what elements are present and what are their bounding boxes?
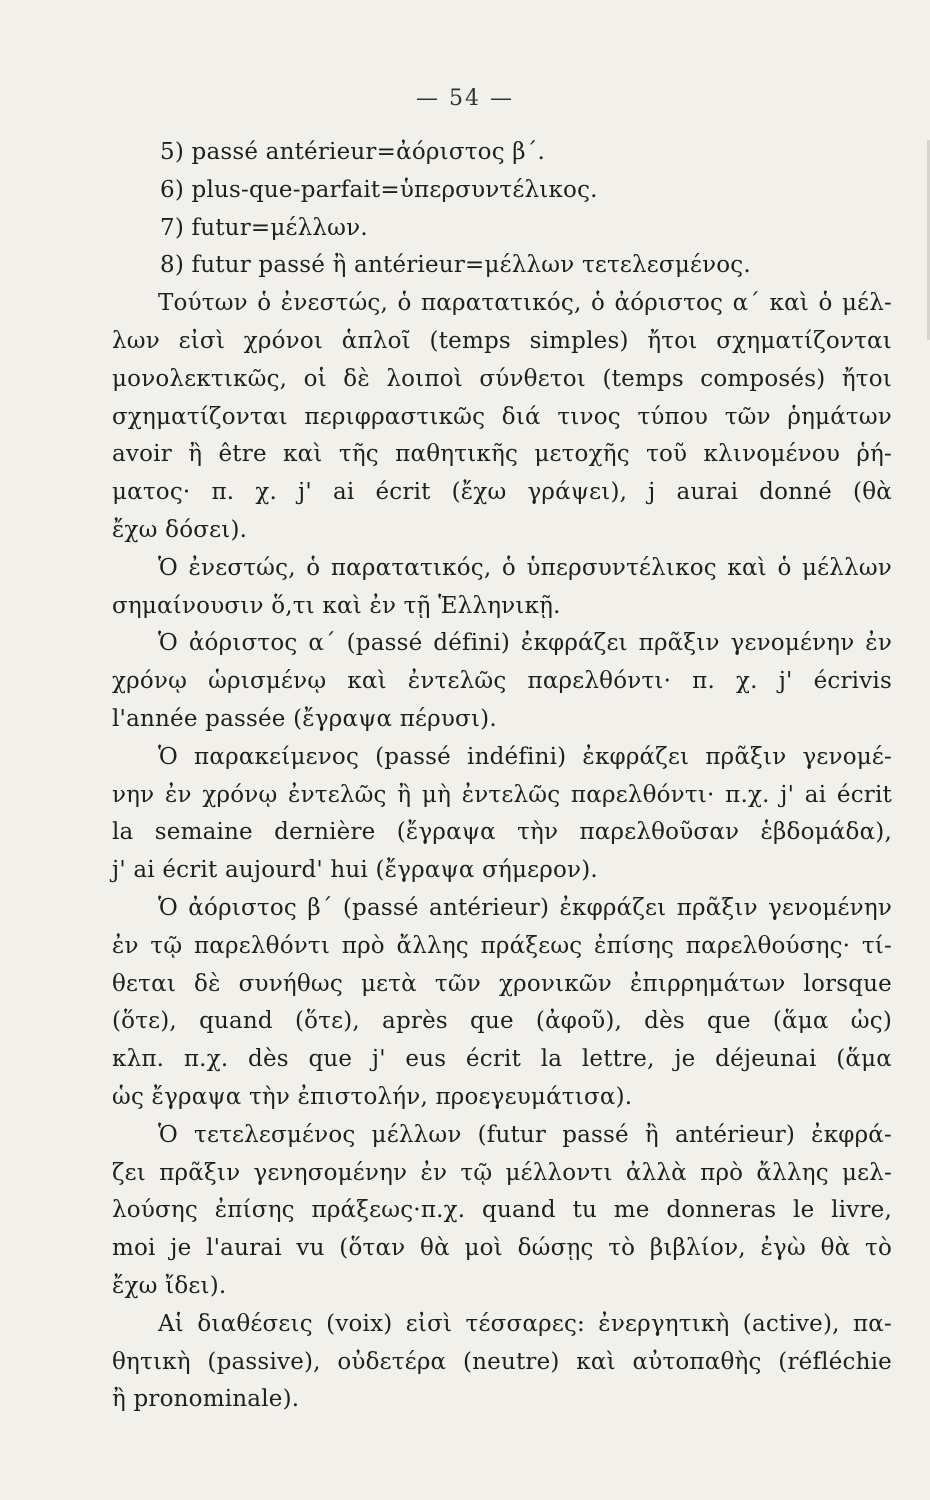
text-line: la semaine dernière (ἔγραψα τὴν παρελθοῦσαν ἑβδομάδα), (112, 819, 892, 846)
text-line: 8) futur passé ἢ antérieur=μέλλων τετελεσμένος. (160, 252, 751, 279)
text-line: κλπ. π.χ. dès que j' eus écrit la lettre, je déjeunai (ἅμα (112, 1046, 892, 1073)
text-line: Τούτων ὁ ἐνεστώς, ὁ παρατατικός, ὁ ἀόριστος α΄ καὶ ὁ μέλ- (158, 290, 892, 317)
text-line: σχηματίζονται περιφραστικῶς διά τινος τύπου τῶν ῥημάτων (112, 403, 892, 430)
text-line: σημαίνουσιν ὅ,τι καὶ ἐν τῇ Ἑλληνικῇ. (112, 592, 561, 619)
text-line: Αἱ διαθέσεις (voix) εἰσὶ τέσσαρες: ἐνεργητικὴ (active), πα- (158, 1310, 892, 1337)
text-line: j' ai écrit aujourd' hui (ἔγραψα σήμερον). (112, 857, 598, 884)
text-line: λων εἰσὶ χρόνοι ἁπλοῖ (temps simples) ἤτοι σχηματίζονται (112, 327, 892, 354)
text-line: λούσης ἐπίσης πράξεως·π.χ. quand tu me donneras le livre, (112, 1197, 892, 1224)
text-line: avoir ἢ être καὶ τῆς παθητικῆς μετοχῆς τοῦ κλινομένου ῥή- (112, 441, 892, 468)
text-line: ὡς ἔγραψα τὴν ἐπιστολήν, προεγευμάτισα). (112, 1083, 633, 1110)
text-line: moi je l'aurai vu (ὅταν θὰ μοὶ δώσῃς τὸ βιβλίον, ἐγὼ θὰ τὸ (112, 1235, 892, 1262)
text-line: Ὁ ἐνεστώς, ὁ παρατατικός, ὁ ὑπερσυντέλικος καὶ ὁ μέλλων (158, 554, 892, 581)
text-line: ἢ pronominale). (112, 1386, 300, 1413)
text-line: ζει πρᾶξιν γενησομένην ἐν τῷ μέλλοντι ἀλλὰ πρὸ ἄλλης μελ- (112, 1159, 892, 1186)
text-line: ἔχω δόσει). (112, 516, 248, 543)
text-line: μονολεκτικῶς, οἱ δὲ λοιποὶ σύνθετοι (temps composés) ἤτοι (112, 365, 892, 392)
page-number: — 54 — (416, 86, 514, 111)
text-line: 5) passé antérieur=ἀόριστος β΄. (160, 139, 545, 165)
text-line: χρόνῳ ὡρισμένῳ καὶ ἐντελῶς παρελθόντι· π. χ. j' écrivis (112, 668, 892, 695)
text-line: ἐν τῷ παρελθόντι πρὸ ἄλλης πράξεως ἐπίσης παρελθούσης· τί- (112, 932, 892, 959)
text-line: (ὅτε), quand (ὅτε), après que (ἀφοῦ), dès que (ἅμα ὡς) (112, 1008, 892, 1035)
text-line: ματος· π. χ. j' ai écrit (ἔχω γράψει), j aurai donné (θὰ (112, 479, 892, 506)
text-line: ἔχω ἴδει). (112, 1272, 227, 1299)
text-line: l'année passée (ἔγραψα πέρυσι). (112, 705, 497, 732)
text-line: 7) futur=μέλλων. (160, 214, 368, 241)
text-line: 6) plus-que-parfait=ὑπερσυντέλικος. (160, 176, 598, 203)
text-line: Ὁ τετελεσμένος μέλλων (futur passé ἢ antérieur) ἐκφρά- (158, 1121, 892, 1148)
text-line: νην ἐν χρόνῳ ἐντελῶς ἢ μὴ ἐντελῶς παρελθόντι· π.χ. j' ai écrit (112, 781, 892, 808)
text-line: Ὁ ἀόριστος α΄ (passé défini) ἐκφράζει πρᾶξιν γενομένην ἐν (158, 630, 892, 657)
text-line: θεται δὲ συνήθως μετὰ τῶν χρονικῶν ἐπιρρημάτων lorsque (112, 970, 892, 997)
text-line: Ὁ ἀόριστος β΄ (passé antérieur) ἐκφράζει πρᾶξιν γενομένην (158, 894, 892, 921)
body-text (112, 134, 892, 1419)
text-line: Ὁ παρακείμενος (passé indéfini) ἐκφράζει πρᾶξιν γενομέ- (158, 743, 892, 770)
text-line: θητικὴ (passive), οὐδετέρα (neutre) καὶ αὐτοπαθὴς (réfléchie (112, 1348, 892, 1375)
